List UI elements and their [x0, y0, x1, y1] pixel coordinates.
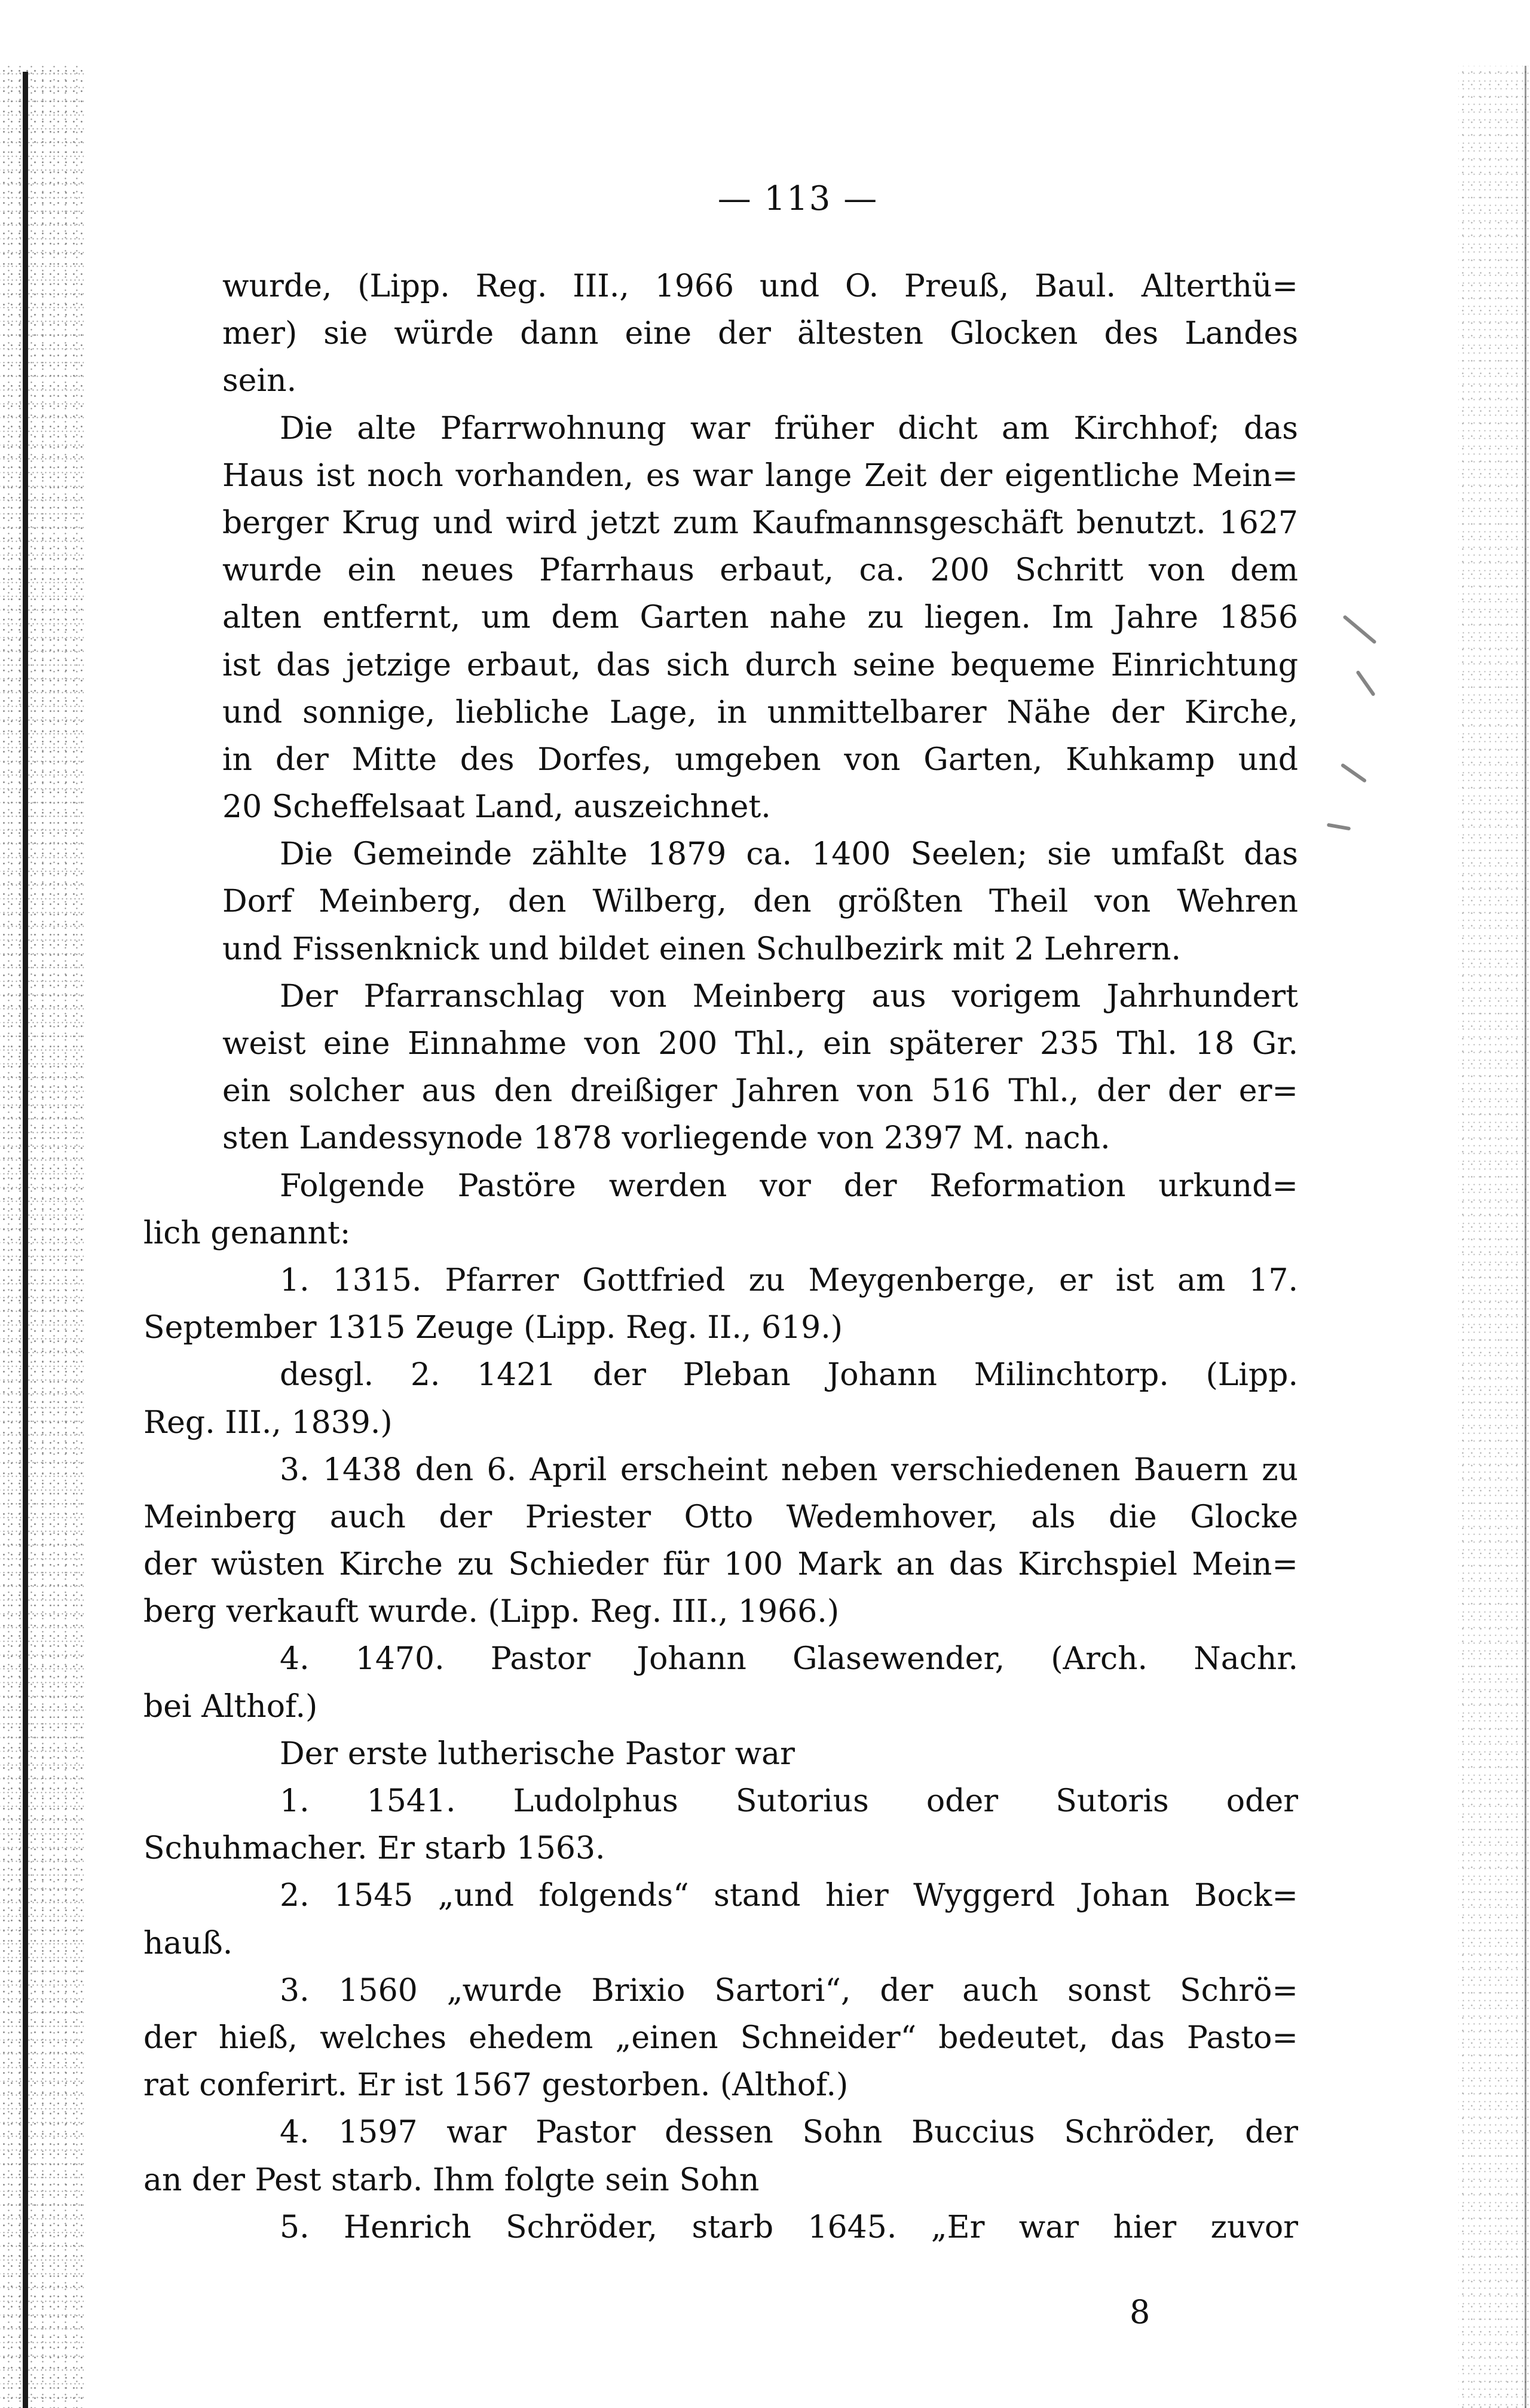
text-line: 4. 1470. Pastor Johann Glasewender, (Arch. Nachr. — [280, 1641, 1298, 1677]
text-line: sein. — [222, 363, 297, 399]
text-line: 2. 1545 „und folgends“ stand hier Wyggerd Johan Bock= — [280, 1878, 1298, 1914]
text-line: der hieß, welches ehedem „einen Schneider“ bedeutet, das Pasto= — [143, 2019, 1298, 2056]
text-line: wurde ein neues Pfarrhaus erbaut, ca. 200 Schritt von dem — [222, 552, 1298, 589]
margin-pencil-mark — [1341, 763, 1367, 783]
text-line: September 1315 Zeuge (Lipp. Reg. II., 619.) — [143, 1310, 843, 1346]
page-edge-line-right — [1525, 66, 1526, 2408]
margin-pencil-mark — [1327, 823, 1351, 831]
text-line: und Fissenknick und bildet einen Schulbezirk mit 2 Lehrern. — [222, 931, 1182, 967]
text-line: 5. Henrich Schröder, starb 1645. „Er war hier zuvor — [280, 2209, 1298, 2245]
text-line: in der Mitte des Dorfes, umgeben von Garten, Kuhkamp und — [222, 741, 1298, 778]
text-line: ist das jetzige erbaut, das sich durch seine bequeme Einrichtung — [222, 647, 1298, 683]
text-line: Dorf Meinberg, den Wilberg, den größten Theil von Wehren — [222, 884, 1298, 920]
text-line: Folgende Pastöre werden vor der Reformation urkund= — [280, 1168, 1298, 1204]
text-line: der wüsten Kirche zu Schieder für 100 Mark an das Kirchspiel Mein= — [143, 1547, 1298, 1583]
text-line: 1. 1541. Ludolphus Sutorius oder Sutoris oder — [280, 1783, 1298, 1819]
text-line: 1. 1315. Pfarrer Gottfried zu Meygenberge, er ist am 17. — [280, 1262, 1298, 1298]
text-line: Haus ist noch vorhanden, es war lange Zeit der eigentliche Mein= — [222, 457, 1298, 494]
text-line: lich genannt: — [143, 1215, 351, 1251]
body-text — [143, 263, 1298, 2251]
margin-pencil-mark — [1355, 670, 1376, 696]
text-line: 20 Scheffelsaat Land, auszeichnet. — [222, 789, 771, 826]
text-line: wurde, (Lipp. Reg. III., 1966 und O. Preuß, Baul. Alterthü= — [222, 268, 1298, 304]
text-line: 3. 1438 den 6. April erscheint neben verschiedenen Bauern zu — [280, 1451, 1298, 1488]
text-line: berg verkauft wurde. (Lipp. Reg. III., 1966.) — [143, 1594, 840, 1630]
text-line: Die alte Pfarrwohnung war früher dicht am Kirchhof; das — [280, 410, 1298, 447]
text-line: mer) sie würde dann eine der ältesten Glocken des Landes — [222, 316, 1298, 352]
text-line: alten entfernt, um dem Garten nahe zu liegen. Im Jahre 1856 — [222, 600, 1298, 636]
text-line: 3. 1560 „wurde Brixio Sartori“, der auch sonst Schrö= — [280, 1972, 1298, 2009]
text-line: Die Gemeinde zählte 1879 ca. 1400 Seelen; sie umfaßt das — [280, 836, 1298, 873]
scan-edge-noise-right — [1458, 66, 1530, 2408]
text-line: Meinberg auch der Priester Otto Wedemhover, als die Glocke — [143, 1499, 1298, 1535]
scan-edge-noise-left — [0, 66, 84, 2408]
text-line: hauß. — [143, 1925, 233, 1961]
signature-mark: 8 — [1130, 2293, 1150, 2331]
margin-pencil-mark — [1342, 615, 1376, 644]
text-line: 4. 1597 war Pastor dessen Sohn Buccius Schröder, der — [280, 2114, 1298, 2151]
page-number-header: — 113 — — [717, 179, 879, 218]
text-line: rat conferirt. Er ist 1567 gestorben. (Althof.) — [143, 2067, 849, 2104]
text-line: ein solcher aus den dreißiger Jahren von 516 Thl., der der er= — [222, 1073, 1298, 1110]
text-line: bei Althof.) — [143, 1688, 318, 1725]
text-line: weist eine Einnahme von 200 Thl., ein späterer 235 Thl. 18 Gr. — [222, 1026, 1298, 1062]
text-line: Der Pfarranschlag von Meinberg aus vorigem Jahrhundert — [280, 978, 1298, 1014]
text-line: desgl. 2. 1421 der Pleban Johann Milinchtorp. (Lipp. — [280, 1357, 1298, 1394]
text-line: Reg. III., 1839.) — [143, 1404, 393, 1441]
binding-edge-line — [23, 72, 28, 2408]
text-line: sten Landessynode 1878 vorliegende von 2397 M. nach. — [222, 1120, 1110, 1157]
text-line: Der erste lutherische Pastor war — [280, 1735, 795, 1772]
text-line: an der Pest starb. Ihm folgte sein Sohn — [143, 2162, 760, 2198]
text-line: Schuhmacher. Er starb 1563. — [143, 1831, 605, 1867]
text-line: berger Krug und wird jetzt zum Kaufmannsgeschäft benutzt. 1627 — [222, 505, 1298, 541]
text-line: und sonnige, liebliche Lage, in unmittelbarer Nähe der Kirche, — [222, 694, 1298, 731]
